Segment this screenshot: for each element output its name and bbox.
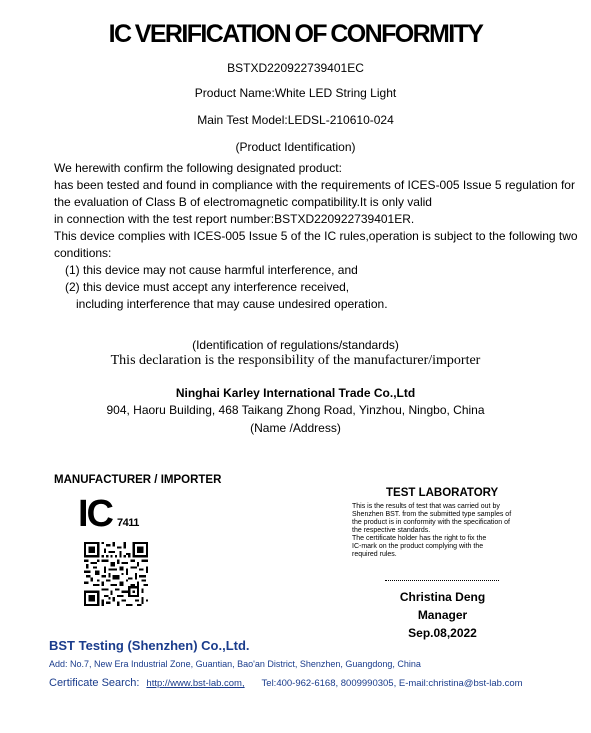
report-number: BSTXD220922739401EC bbox=[227, 61, 364, 75]
product-identification-label: (Product Identification) bbox=[235, 140, 356, 154]
lab-contact-info: Tel:400-962-6168, 8009990305, E-mail:christina@bst-lab.com bbox=[261, 678, 523, 689]
test-laboratory-statement bbox=[352, 503, 542, 559]
certificate-title: IC VERIFICATION OF CONFORMITY bbox=[108, 20, 483, 48]
manufacturer-name: Ninghai Karley International Trade Co.,Ltd bbox=[175, 386, 416, 400]
condition-item: (2) this device must accept any interference received, bbox=[65, 280, 350, 294]
issue-date: Sep.08,2022 bbox=[408, 626, 477, 640]
lab-company-name: BST Testing (Shenzhen) Co.,Ltd. bbox=[49, 638, 250, 653]
statement-line: We herewith confirm the following designated product: bbox=[54, 161, 342, 175]
lab-text-line: IC-mark on the product complying with the bbox=[352, 543, 484, 550]
regulations-label: (Identification of regulations/standards) bbox=[192, 338, 399, 352]
manufacturer-section-label: MANUFACTURER / IMPORTER bbox=[54, 474, 222, 486]
lab-text-line: the respective standards. bbox=[352, 527, 431, 534]
condition-item: (1) this device may not cause harmful interference, and bbox=[65, 263, 358, 277]
ic-logo: IC bbox=[78, 493, 112, 535]
condition-continuation: including interference that may cause undesired operation. bbox=[76, 297, 388, 311]
lab-text-line: the product is in conformity with the specification of bbox=[352, 519, 510, 526]
manufacturer-address: 904, Haoru Building, 468 Taikang Zhong Road, Yinzhou, Ningbo, China bbox=[106, 403, 485, 417]
certificate-search-line bbox=[49, 677, 523, 689]
statement-line: in connection with the test report number:BSTXD220922739401ER. bbox=[54, 212, 415, 226]
statement-line: the evaluation of Class B of electromagnetic compatibility.It is only valid bbox=[54, 195, 432, 209]
statement-line: This device complies with ICES-005 Issue 5 of the IC rules,operation is subject to the following two bbox=[54, 229, 578, 243]
name-address-label: (Name /Address) bbox=[250, 421, 341, 435]
certificate-search-link[interactable]: http://www.bst-lab.com, bbox=[146, 678, 245, 689]
main-test-model: Main Test Model:LEDSL-210610-024 bbox=[197, 113, 394, 127]
signature-line bbox=[385, 580, 499, 581]
lab-address: Add: No.7, New Era Industrial Zone, Guantian, Bao'an District, Shenzhen, Guangdong, China bbox=[49, 659, 421, 669]
signatory-name: Christina Deng bbox=[399, 590, 486, 604]
conformity-statement bbox=[54, 160, 578, 313]
lab-text-line: This is the results of test that was carried out by bbox=[352, 503, 500, 510]
statement-line: conditions: bbox=[54, 246, 112, 260]
lab-text-line: required rules. bbox=[352, 551, 397, 558]
certificate-search-label: Certificate Search: bbox=[49, 677, 140, 689]
statement-line: has been tested and found in compliance with the requirements of ICES-005 Issue 5 regulation for bbox=[54, 178, 575, 192]
lab-text-line: The certificate holder has the right to fix the bbox=[352, 535, 487, 542]
lab-text-line: Shenzhen BST. from the submitted type samples of bbox=[352, 511, 512, 518]
product-name: Product Name:White LED String Light bbox=[194, 86, 397, 100]
signatory-position: Manager bbox=[417, 608, 468, 622]
qr-code-icon bbox=[84, 542, 148, 606]
responsibility-declaration: This declaration is the responsibility of the manufacturer/importer bbox=[110, 353, 481, 368]
test-laboratory-title: TEST LABORATORY bbox=[386, 487, 499, 499]
ic-number: 7411 bbox=[117, 517, 139, 529]
